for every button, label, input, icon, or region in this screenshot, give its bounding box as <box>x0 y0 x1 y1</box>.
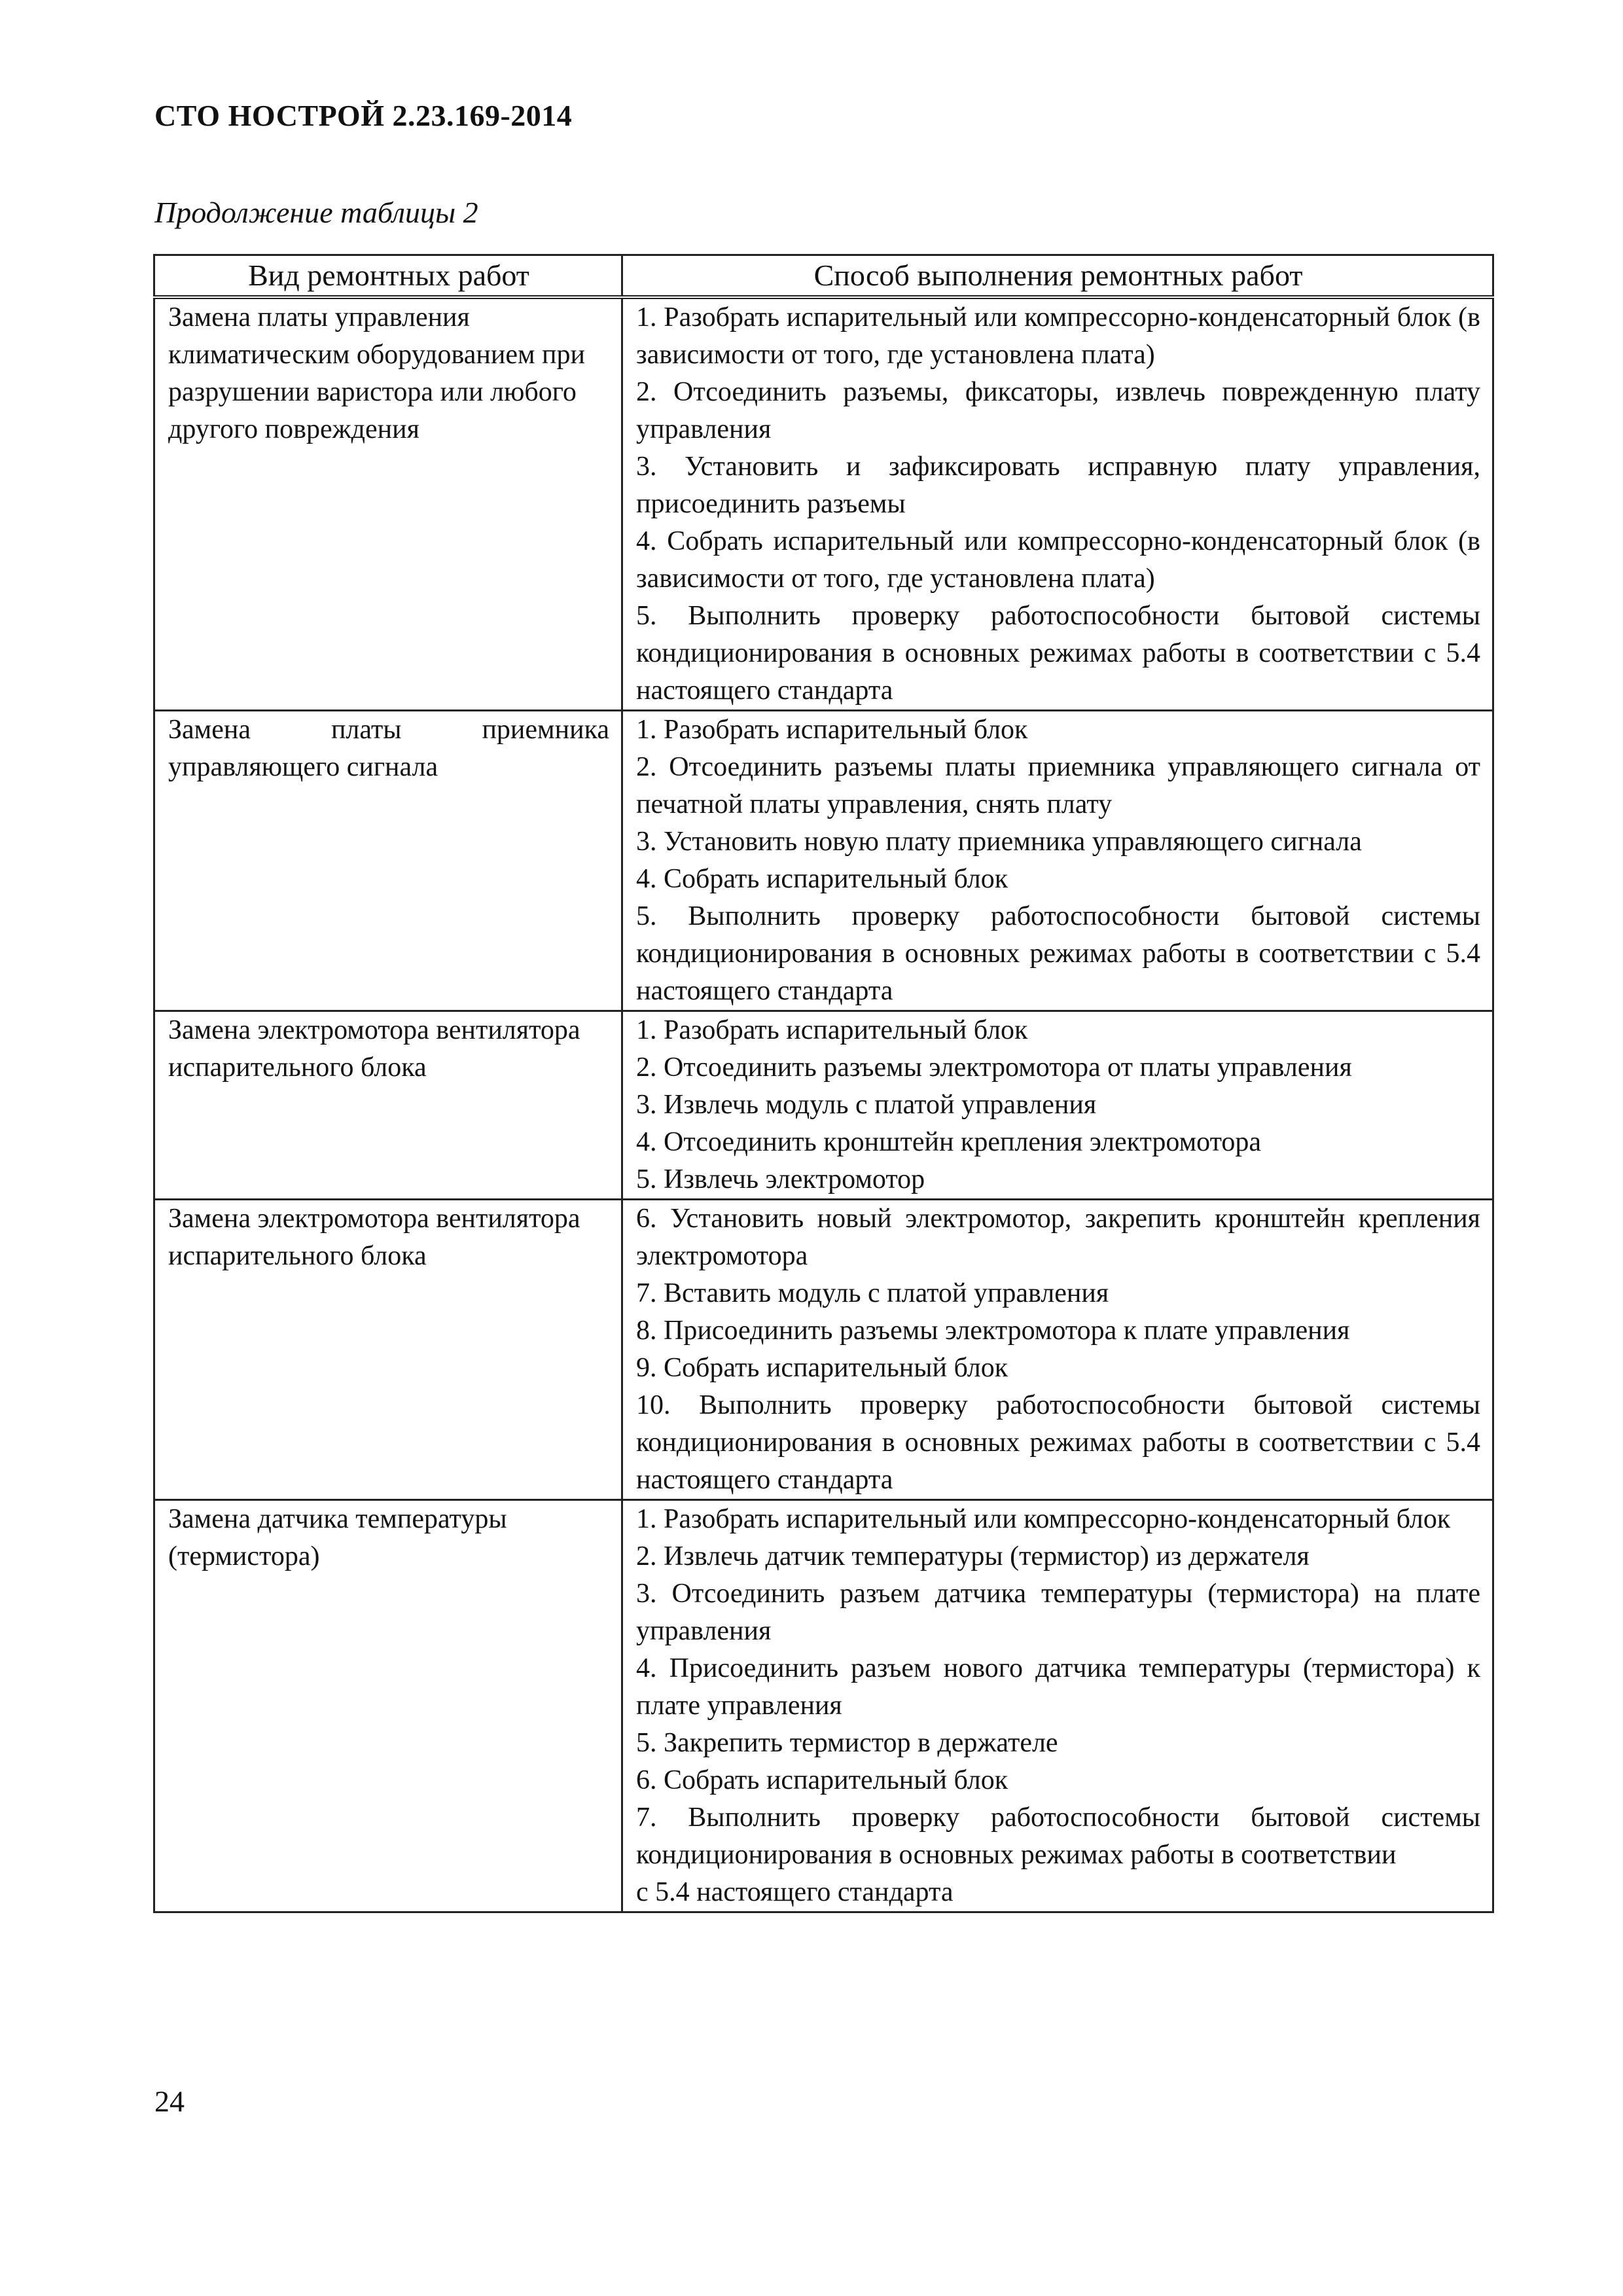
page-number: 24 <box>154 2085 185 2118</box>
column-header-kind: Вид ремонтных работ <box>154 255 622 298</box>
step-item: 5. Извлечь электромотор <box>636 1164 925 1194</box>
column-header-method: Способ выполнения ремонтных работ <box>622 255 1493 298</box>
row-kind-text: Замена платы приемника управляющего сигнала <box>168 715 609 782</box>
cell-steps <box>622 1011 1493 1200</box>
step-item: 2. Извлечь датчик температуры (термистор) из держателя <box>636 1541 1310 1571</box>
step-item: 5. Закрепить термистор в держателе <box>636 1728 1058 1758</box>
step-item: 3. Установить и зафиксировать исправную плату управления, присоединить разъемы <box>636 452 1480 519</box>
cell-kind <box>154 1011 622 1200</box>
table-row <box>154 1200 1493 1500</box>
document-code: СТО НОСТРОЙ 2.23.169-2014 <box>154 99 573 132</box>
step-item: 9. Собрать испарительный блок <box>636 1353 1008 1383</box>
table-row <box>154 1500 1493 1912</box>
step-item: 1. Разобрать испарительный или компрессорно-конденсаторный блок <box>636 1504 1451 1534</box>
table-row <box>154 297 1493 711</box>
row-kind-text: Замена электромотора вентилятора испарительного блока <box>168 1204 580 1271</box>
table-header-row <box>154 255 1493 298</box>
cell-kind <box>154 297 622 711</box>
step-item: 3. Отсоединить разъем датчика температуры (термистора) на плате управления <box>636 1579 1480 1646</box>
row-kind-text: Замена датчика температуры (термистора) <box>168 1504 507 1571</box>
step-item: 8. Присоединить разъемы электромотора к плате управления <box>636 1316 1350 1346</box>
step-item: 2. Отсоединить разъемы платы приемника управляющего сигнала от печатной платы управления, снять плату <box>636 752 1480 819</box>
cell-kind <box>154 1500 622 1912</box>
cell-steps <box>622 711 1493 1011</box>
step-item: 3. Установить новую плату приемника управляющего сигнала <box>636 827 1362 857</box>
step-item: 2. Отсоединить разъемы, фиксаторы, извлечь поврежденную плату управления <box>636 377 1480 444</box>
step-item: 4. Собрать испарительный блок <box>636 864 1008 894</box>
step-item: 6. Установить новый электромотор, закрепить кронштейн крепления электромотора <box>636 1204 1480 1271</box>
step-item: 7. Вставить модуль с платой управления <box>636 1278 1109 1308</box>
table-caption: Продолжение таблицы 2 <box>154 196 478 229</box>
step-item: 6. Собрать испарительный блок <box>636 1765 1008 1795</box>
cell-kind <box>154 711 622 1011</box>
table-row <box>154 711 1493 1011</box>
step-item: 5. Выполнить проверку работоспособности бытовой системы кондиционирования в основных режимах работы в соответствии с 5.4 настоящего стандарта <box>636 901 1480 1006</box>
step-item: с 5.4 настоящего стандарта <box>636 1877 954 1907</box>
step-item: 4. Присоединить разъем нового датчика температуры (термистора) к плате управления <box>636 1653 1480 1721</box>
step-item: 1. Разобрать испарительный блок <box>636 1015 1028 1045</box>
cell-kind <box>154 1200 622 1500</box>
step-item: 4. Отсоединить кронштейн крепления электромотора <box>636 1127 1262 1157</box>
cell-steps <box>622 297 1493 711</box>
cell-steps <box>622 1200 1493 1500</box>
step-item: 2. Отсоединить разъемы электромотора от платы управления <box>636 1052 1352 1083</box>
row-kind-text: Замена платы управления климатическим оборудованием при разрушении варистора или любого другого повреждения <box>168 302 586 444</box>
row-kind-text: Замена электромотора вентилятора испарительного блока <box>168 1015 580 1083</box>
step-item: 7. Выполнить проверку работоспособности бытовой системы кондиционирования в основных режимах работы в соответствии <box>636 1803 1480 1870</box>
step-item: 3. Извлечь модуль с платой управления <box>636 1090 1097 1120</box>
step-item: 5. Выполнить проверку работоспособности бытовой системы кондиционирования в основных режимах работы в соответствии с 5.4 настоящего стандарта <box>636 601 1480 706</box>
cell-steps <box>622 1500 1493 1912</box>
step-item: 10. Выполнить проверку работоспособности бытовой системы кондиционирования в основных режимах работы в соответствии с 5.4 настоящего стандарта <box>636 1390 1480 1495</box>
step-item: 1. Разобрать испарительный или компрессорно-конденсаторный блок (в зависимости от того, где установлена плата) <box>636 302 1480 370</box>
table-row <box>154 1011 1493 1200</box>
step-item: 1. Разобрать испарительный блок <box>636 715 1028 745</box>
step-item: 4. Собрать испарительный или компрессорно-конденсаторный блок (в зависимости от того, где установлена плата) <box>636 526 1480 594</box>
repair-works-table <box>153 254 1494 1913</box>
